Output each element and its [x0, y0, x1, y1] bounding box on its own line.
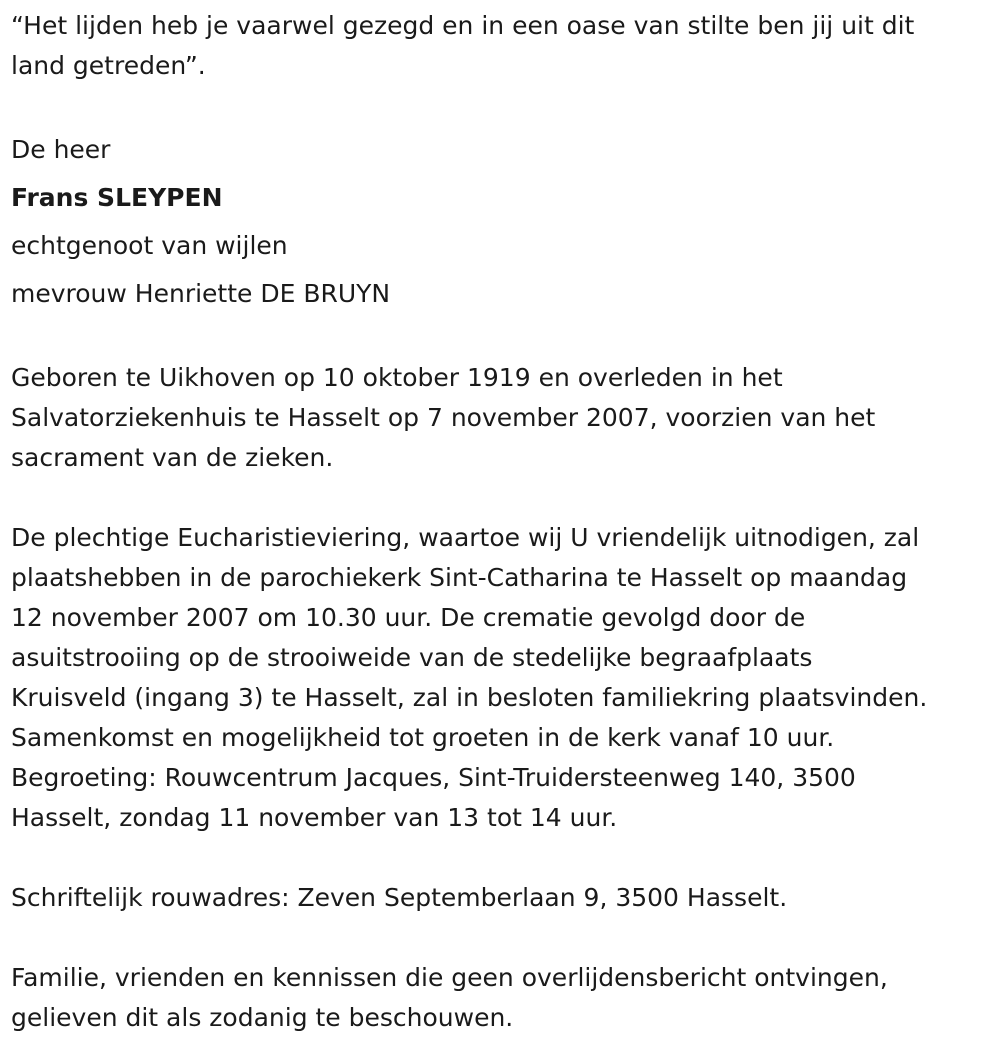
paragraph-line: Familie, vrienden en kennissen die geen overlijdensbericht ontvingen,	[11, 963, 888, 992]
mourning-address: Schriftelijk rouwadres: Zeven Septemberlaan 9, 3500 Hasselt.	[11, 883, 788, 912]
deceased-name: Frans SLEYPEN	[11, 183, 223, 212]
closing-paragraph	[11, 958, 991, 1038]
paragraph-line: De plechtige Eucharistieviering, waartoe wij U vriendelijk uitnodigen, zal	[11, 523, 920, 552]
opening-quote	[11, 6, 991, 86]
paragraph-line: asuitstrooiing op de strooiweide van de stedelijke begraafplaats	[11, 643, 813, 672]
paragraph-line: Begroeting: Rouwcentrum Jacques, Sint-Truidersteenweg 140, 3500	[11, 763, 856, 792]
paragraph-line: Salvatorziekenhuis te Hasselt op 7 november 2007, voorzien van het	[11, 403, 876, 432]
address-paragraph	[11, 878, 991, 918]
paragraph-line: 12 november 2007 om 10.30 uur. De crematie gevolgd door de	[11, 603, 806, 632]
spouse-relation: echtgenoot van wijlen	[11, 231, 288, 260]
birth-death-paragraph	[11, 358, 991, 478]
paragraph-line: Kruisveld (ingang 3) te Hasselt, zal in besloten familiekring plaatsvinden.	[11, 683, 928, 712]
identity-block	[11, 126, 991, 318]
paragraph-line: plaatshebben in de parochiekerk Sint-Catharina te Hasselt op maandag	[11, 563, 908, 592]
paragraph-line: Geboren te Uikhoven op 10 oktober 1919 en overleden in het	[11, 363, 783, 392]
paragraph-line: sacrament van de zieken.	[11, 443, 334, 472]
paragraph-line: gelieven dit als zodanig te beschouwen.	[11, 1003, 514, 1032]
quote-line: “Het lijden heb je vaarwel gezegd en in een oase van stilte ben jij uit dit	[11, 11, 915, 40]
quote-line: land getreden”.	[11, 51, 206, 80]
paragraph-line: Samenkomst en mogelijkheid tot groeten in de kerk vanaf 10 uur.	[11, 723, 835, 752]
ceremony-paragraph	[11, 518, 991, 838]
salutation: De heer	[11, 135, 111, 164]
death-notice	[11, 6, 991, 1038]
paragraph-line: Hasselt, zondag 11 november van 13 tot 14 uur.	[11, 803, 618, 832]
spouse-name: mevrouw Henriette DE BRUYN	[11, 279, 391, 308]
